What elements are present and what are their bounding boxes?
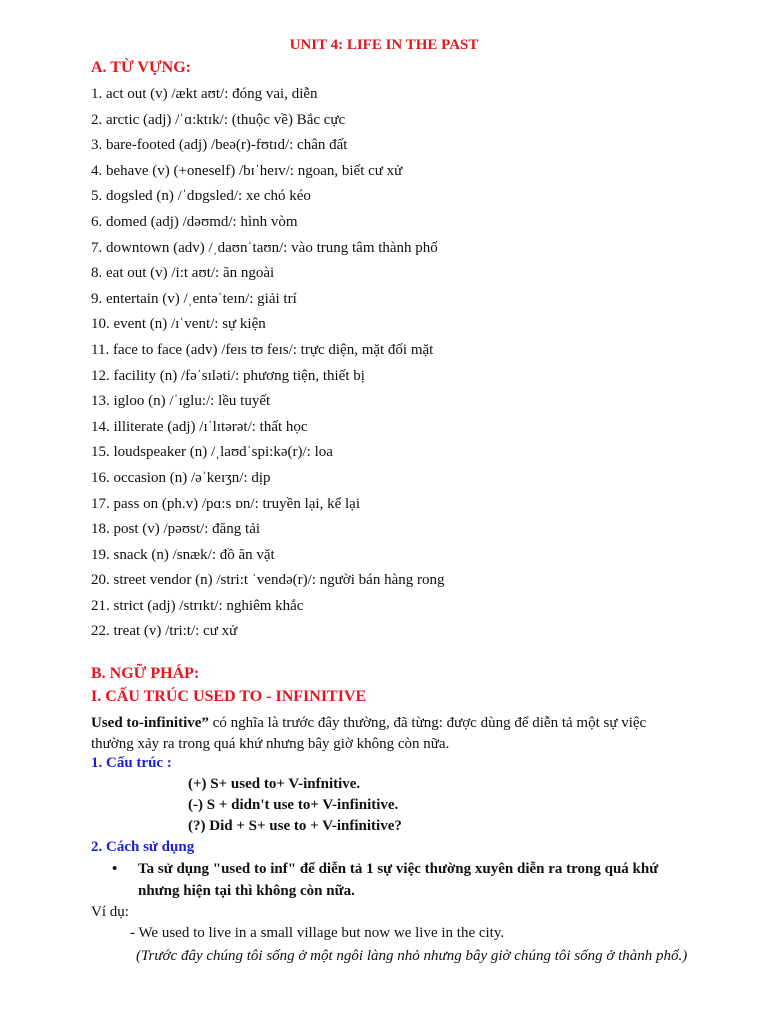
vocab-item: 22. treat (v) /tri:t/: cư xử: [91, 623, 238, 640]
structure-heading: 1. Cấu trúc :: [91, 755, 172, 771]
example-sentence: - We used to live in a small village but now we live in the city.: [130, 925, 505, 941]
vocab-item: 21. strict (adj) /strɪkt/: nghiêm khắc: [91, 597, 304, 614]
structure-question: (?) Did + S+ use to + V-infinitive?: [188, 818, 402, 834]
structure-negative: (-) S + didn't use to+ V-infinitive.: [188, 797, 399, 813]
vocab-item: 6. domed (adj) /dəʊmd/: hình vòm: [91, 213, 298, 230]
example-translation: (Trước đây chúng tôi sống ở một ngôi làng nhỏ nhưng bây giờ chúng tôi sống ở thành phố.): [136, 948, 688, 964]
vocab-item: 20. street vendor (n) /stri:t ˈvendə(r)/: người bán hàng rong: [91, 572, 445, 589]
usage-bullet-text: Ta sử dụng "used to inf" để diễn tả 1 sự việc thường xuyên diễn ra trong quá khứ nhưng hiện tại thì không còn nữa.: [138, 861, 659, 899]
vocab-item: 14. illiterate (adj) /ɪˈlɪtərət/: thất học: [91, 418, 308, 435]
vocab-item: 18. post (v) /pəʊst/: đăng tải: [91, 521, 261, 538]
vocab-item: 1. act out (v) /ækt aʊt/: đóng vai, diễn: [91, 86, 318, 102]
intro-term: Used to-infinitive”: [91, 715, 209, 731]
section-a-heading: A. TỪ VỰNG:: [91, 59, 191, 76]
vocab-item: 15. loudspeaker (n) /ˌlaʊdˈspi:kə(r)/: loa: [91, 444, 333, 461]
vocab-item: 10. event (n) /ɪˈvent/: sự kiện: [91, 316, 266, 333]
vocab-item: 4. behave (v) (+oneself) /bɪˈheɪv/: ngoan, biết cư xử: [91, 162, 403, 179]
usage-heading: 2. Cách sử dụng: [91, 839, 195, 855]
vocab-item: 19. snack (n) /snæk/: đồ ăn vặt: [91, 546, 275, 563]
vocab-item: 8. eat out (v) /i:t aʊt/: ăn ngoài: [91, 265, 275, 282]
structure-affirmative: (+) S+ used to+ V-infnitive.: [188, 776, 361, 792]
vocab-item: 11. face to face (adv) /feɪs tʊ feɪs/: trực diện, mặt đối mặt: [91, 341, 434, 358]
vocab-item: 3. bare-footed (adj) /beə(r)-fʊtɪd/: chân đất: [91, 137, 348, 154]
section-b1-heading: I. CẤU TRÚC USED TO - INFINITIVE: [91, 688, 367, 705]
vocab-item: 7. downtown (adv) /ˌdaʊnˈtaʊn/: vào trung tâm thành phố: [91, 239, 438, 256]
example-label: Ví dụ:: [91, 904, 129, 920]
intro-paragraph: [91, 713, 691, 755]
vocab-item: 12. facility (n) /fəˈsɪləti/: phương tiện, thiết bị: [91, 367, 365, 384]
bullet-icon: •: [112, 861, 118, 877]
section-b-heading: B. NGỮ PHÁP:: [91, 665, 200, 682]
vocab-item: 2. arctic (adj) /ˈɑ:ktɪk/: (thuộc về) Bắc cực: [91, 111, 346, 128]
vocab-item: 17. pass on (ph.v) /pɑ:s ɒn/: truyền lại, kể lại: [91, 495, 360, 512]
vocab-item: 13. igloo (n) /ˈɪglu:/: lều tuyết: [91, 393, 271, 410]
vocab-item: 5. dogsled (n) /ˈdɒgsled/: xe chó kéo: [91, 188, 311, 205]
intro-definition: có nghĩa là trước đây thường, đã từng: được dùng để diễn tả một sự việc thường xảy ra trong quá khứ nhưng bây giờ không còn nữa.: [91, 715, 647, 752]
unit-title: UNIT 4: LIFE IN THE PAST: [289, 37, 479, 53]
vocab-item: 9. entertain (v) /ˌentəˈteɪn/: giải trí: [91, 290, 297, 307]
vocabulary-list: [91, 82, 444, 645]
vocab-item: 16. occasion (n) /əˈkeɪʒn/: dịp: [91, 469, 271, 486]
